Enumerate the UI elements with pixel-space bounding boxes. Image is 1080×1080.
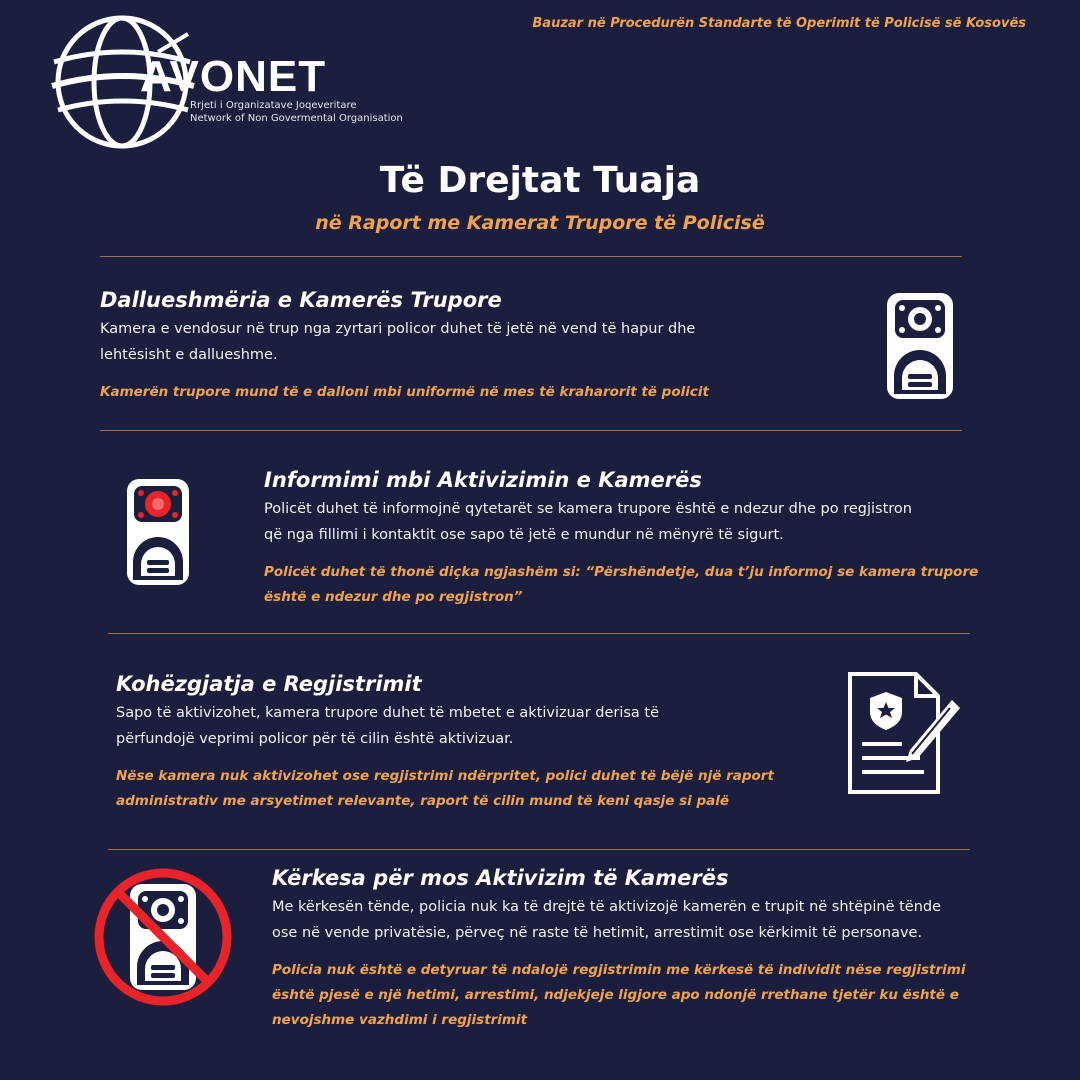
logo-subtitle-en: Network of Non Govermental Organisation <box>190 113 403 124</box>
police-report-icon <box>846 670 966 796</box>
note-line: Policia nuk është e detyruar të ndalojë regjistrimin me kërkesë të individit nëse regjistrimi <box>272 962 966 978</box>
section-body <box>272 894 1012 946</box>
header-note: Bauzar në Procedurën Standarte të Operimit të Policisë së Kosovës <box>532 16 1026 31</box>
divider <box>108 633 970 634</box>
section-camera-visibility <box>100 288 820 405</box>
divider <box>108 849 970 850</box>
note-line: Nëse kamera nuk aktivizohet ose regjistrimi ndërpritet, polici duhet të bëjë një raport <box>116 768 774 784</box>
recording-camera-icon <box>124 476 192 588</box>
section-heading: Kërkesa për mos Aktivizim të Kamerës <box>272 866 729 890</box>
page-title: Të Drejtat Tuaja <box>379 160 701 201</box>
logo-wordmark: AVONET <box>140 52 327 101</box>
divider <box>100 256 962 257</box>
section-body <box>264 496 984 548</box>
section-note <box>272 958 1012 1033</box>
section-recording-duration <box>116 672 816 814</box>
body-camera-icon <box>884 290 956 402</box>
page-subtitle: në Raport me Kamerat Trupore të Policisë <box>315 212 765 234</box>
body-line: Me kërkesën tënde, policia nuk ka të drejtë të aktivizojë kamerën e trupit në shtëpinë tënde <box>272 899 942 915</box>
section-heading: Dallueshmëria e Kamerës Trupore <box>100 288 502 312</box>
logo-subtitle-sq: Rrjeti i Organizatave Joqeveritare <box>190 100 357 111</box>
note-line: administrativ me arsyetimet relevante, raport të cilin mund të keni qasje si palë <box>116 793 730 809</box>
note-line: Policët duhet të thonë diçka ngjashëm si: “Përshëndetje, dua t’ju informoj se kamera trupore <box>264 564 979 580</box>
section-heading: Informimi mbi Aktivizimin e Kamerës <box>264 468 702 492</box>
section-non-activation-request <box>272 866 1012 1033</box>
section-body <box>100 316 820 368</box>
body-line: përfundojë veprimi policor për të cilin është aktivizuar. <box>116 731 514 747</box>
body-line: Sapo të aktivizohet, kamera trupore duhet të mbetet e aktivizuar derisa të <box>116 705 660 721</box>
section-heading: Kohëzgjatja e Regjistrimit <box>116 672 422 696</box>
body-line: që nga fillimi i kontaktit ose sapo të jetë e mundur në mënyrë të sigurt. <box>264 527 784 543</box>
body-line: lehtësisht e dallueshme. <box>100 347 278 363</box>
divider <box>100 430 962 431</box>
body-line: Policët duhet të informojnë qytetarët se kamera trupore është e ndezur dhe po regjistron <box>264 501 912 517</box>
note-line: është pjesë e një hetimi, arrestimi, ndjekjeje ligjore apo ndonjë rrethane tjetër ku është e <box>272 987 959 1003</box>
note-line: është e ndezur dhe po regjistron” <box>264 589 523 605</box>
section-activation-info <box>264 468 984 610</box>
section-body <box>116 700 816 752</box>
note-line: Kamerën trupore mund të e dalloni mbi uniformë në mes të kraharorit të policit <box>100 384 709 400</box>
section-note <box>100 380 820 405</box>
note-line: nevojshme vazhdimi i regjistrimit <box>272 1012 528 1028</box>
no-camera-icon <box>92 866 234 1008</box>
body-line: Kamera e vendosur në trup nga zyrtari policor duhet të jetë në vend të hapur dhe <box>100 321 696 337</box>
body-line: ose në vende privatësie, përveç në raste të hetimit, arrestimit ose kërkimit të personave. <box>272 925 923 941</box>
section-note <box>264 560 984 610</box>
section-note <box>116 764 816 814</box>
